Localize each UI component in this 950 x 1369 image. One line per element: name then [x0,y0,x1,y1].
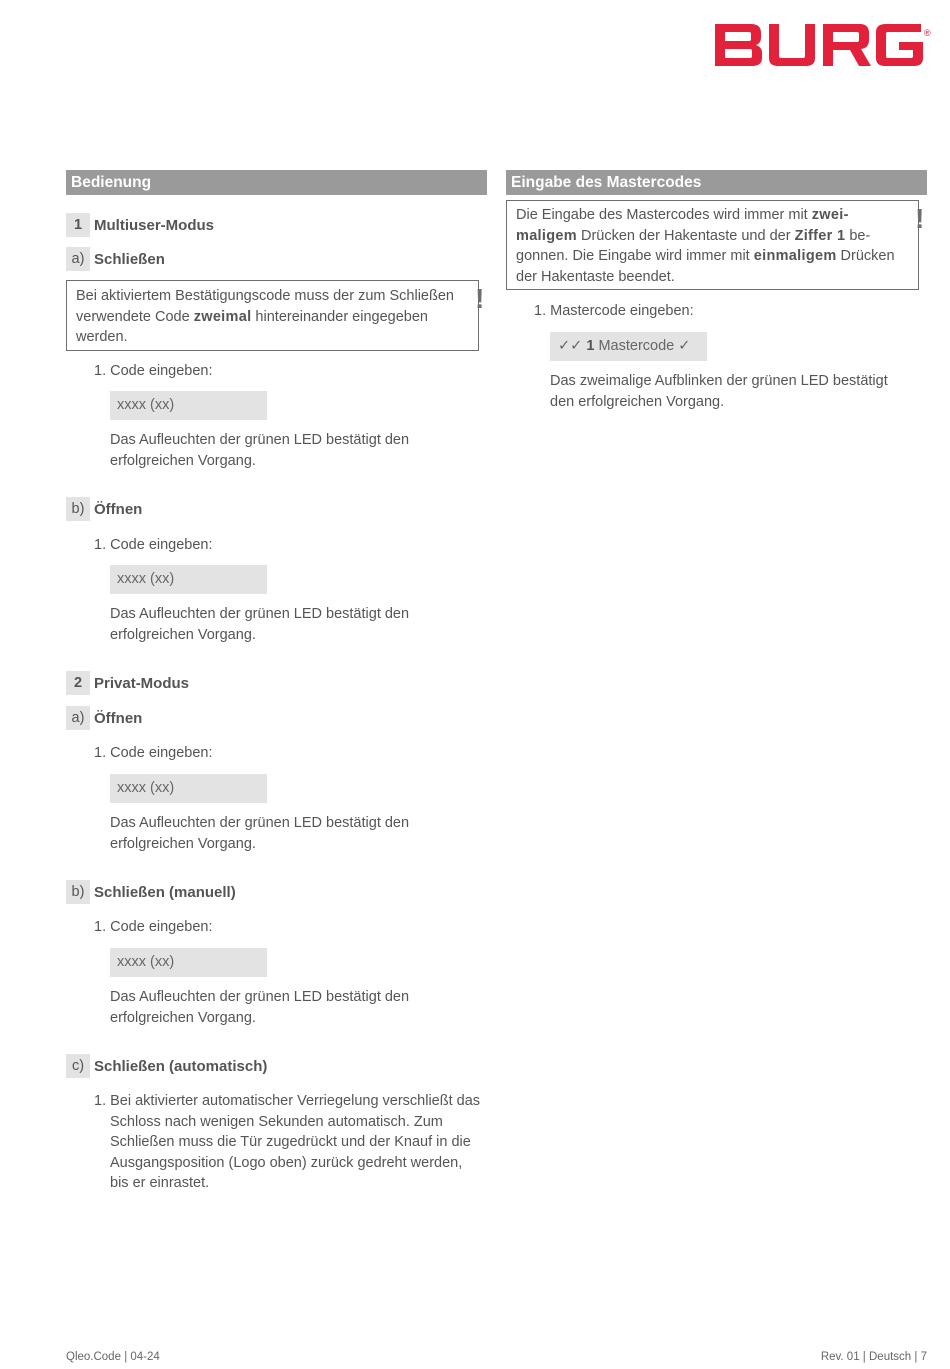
separator: | [914,1351,918,1363]
separator: | [124,1351,128,1363]
burg-logo [713,22,933,68]
subsection-heading-schliessen-automatisch [66,1054,267,1078]
mode-number: 1 [66,213,90,237]
result-line: Das Aufleuchten der grünen LED bestätigt den [110,606,410,622]
mastercode-label: Mastercode [598,338,675,354]
subsection-heading-oeffnen [66,706,142,730]
subsection-letter: c) [66,1054,90,1078]
subsection-heading-schliessen [66,247,165,271]
subsection-title: Schließen [94,250,165,268]
warning-icon: ! [475,283,485,314]
step-enter-code: 1. Code eingeben: [94,745,213,761]
double-check-icon: ✓✓ [558,338,583,354]
note-emphasis: Ziffer 1 [794,227,846,244]
note-text: Bei aktiviertem Bestätigungscode muss der zum Schließen verwendete Code [76,288,454,325]
result-line: den erfolgreichen Vorgang. [550,393,725,410]
step-line: Ausgangsposition (Logo oben) zurück gedreht werden, [110,1154,463,1171]
mastercode-note [506,200,925,290]
note-emphasis: maligem [516,227,577,244]
note-text: gonnen. Die Eingabe wird immer mit [516,248,754,264]
result-line: Das Aufleuchten der grünen LED bestätigt den [110,815,410,831]
note-emphasis: einmaligem [753,248,837,264]
step-enter-code: 1. Code eingeben: [94,919,213,935]
result-text [110,987,409,1028]
step-line: 1. Bei aktivierter automatischer Verriegelung verschließt das [94,1093,481,1109]
auto-lock-step [94,1091,480,1194]
step-line: bis er einrastet. [110,1175,210,1191]
code-display: xxxx (xx) [110,391,267,420]
subsection-letter: b) [66,880,90,904]
mode-title: Multiuser-Modus [94,216,214,234]
result-text [110,430,409,471]
note-text: Die Eingabe des Mastercodes wird immer mit [516,207,812,223]
step-line: Schloss nach wenigen Sekunden automatisch. Zum [110,1113,443,1130]
subsection-title: Öffnen [94,709,143,727]
note-line [516,205,909,226]
note-text: hintereinander eingegeben werden. [76,308,428,345]
separator: | [862,1351,866,1363]
subsection-heading-oeffnen [66,497,142,521]
mode-number: 2 [66,671,90,695]
step-line: Schließen muss die Tür zugedrückt und der Knauf in die [110,1134,471,1150]
language: Deutsch [869,1351,912,1363]
result-line: erfolgreichen Vorgang. [110,452,256,469]
result-text [550,371,888,412]
subsection-letter: a) [66,247,90,271]
warning-icon: ! [915,203,925,234]
product-name: Qleo.Code [66,1351,121,1363]
page-number: 7 [920,1351,927,1363]
mode-heading-multiuser [66,213,214,237]
section-header-mastercode: Eingabe des Mastercodes [506,170,927,195]
edition-date: 04-24 [130,1351,160,1363]
note-text: Drücken [836,248,895,264]
subsection-title: Schließen (automatisch) [94,1057,268,1075]
step-enter-code: 1. Code eingeben: [94,537,213,553]
registered-mark: ® [924,28,931,38]
check-icon: ✓ [678,338,691,354]
mastercode-display [550,332,707,361]
result-line: erfolgreichen Vorgang. [110,1009,256,1026]
code-display: xxxx (xx) [110,948,267,977]
subsection-heading-schliessen-manuell [66,880,236,904]
revision: Rev. 01 [820,1351,860,1363]
result-line: Das zweimalige Aufblinken der grünen LED bestätigt [550,373,888,389]
result-line: Das Aufleuchten der grünen LED bestätigt den [110,432,410,448]
confirmation-code-note [66,280,485,351]
result-line: erfolgreichen Vorgang. [110,626,256,643]
step-enter-mastercode: 1. Mastercode eingeben: [534,303,694,319]
mode-heading-privat [66,671,189,695]
footer-left [66,1351,160,1363]
note-line [516,246,909,267]
note-emphasis: zwei- [811,207,849,223]
subsection-letter: b) [66,497,90,521]
digit-one: 1 [586,338,595,354]
result-line: Das Aufleuchten der grünen LED bestätigt den [110,989,410,1005]
section-header-bedienung: Bedienung [66,170,487,195]
result-line: erfolgreichen Vorgang. [110,835,256,852]
subsection-letter: a) [66,706,90,730]
note-text: be- [845,227,871,244]
subsection-title: Schließen (manuell) [94,883,236,901]
subsection-title: Öffnen [94,500,143,518]
note-emphasis: zweimal [193,308,252,325]
mode-title: Privat-Modus [94,674,190,692]
result-text [110,813,409,854]
note-text: Drücken der Hakentaste und der [576,227,795,244]
result-text [110,604,409,645]
note-line [516,226,909,247]
note-line: der Hakentaste beendet. [516,268,675,285]
step-enter-code: 1. Code eingeben: [94,363,213,379]
code-display: xxxx (xx) [110,565,267,594]
footer-right [821,1351,927,1363]
code-display: xxxx (xx) [110,774,267,803]
